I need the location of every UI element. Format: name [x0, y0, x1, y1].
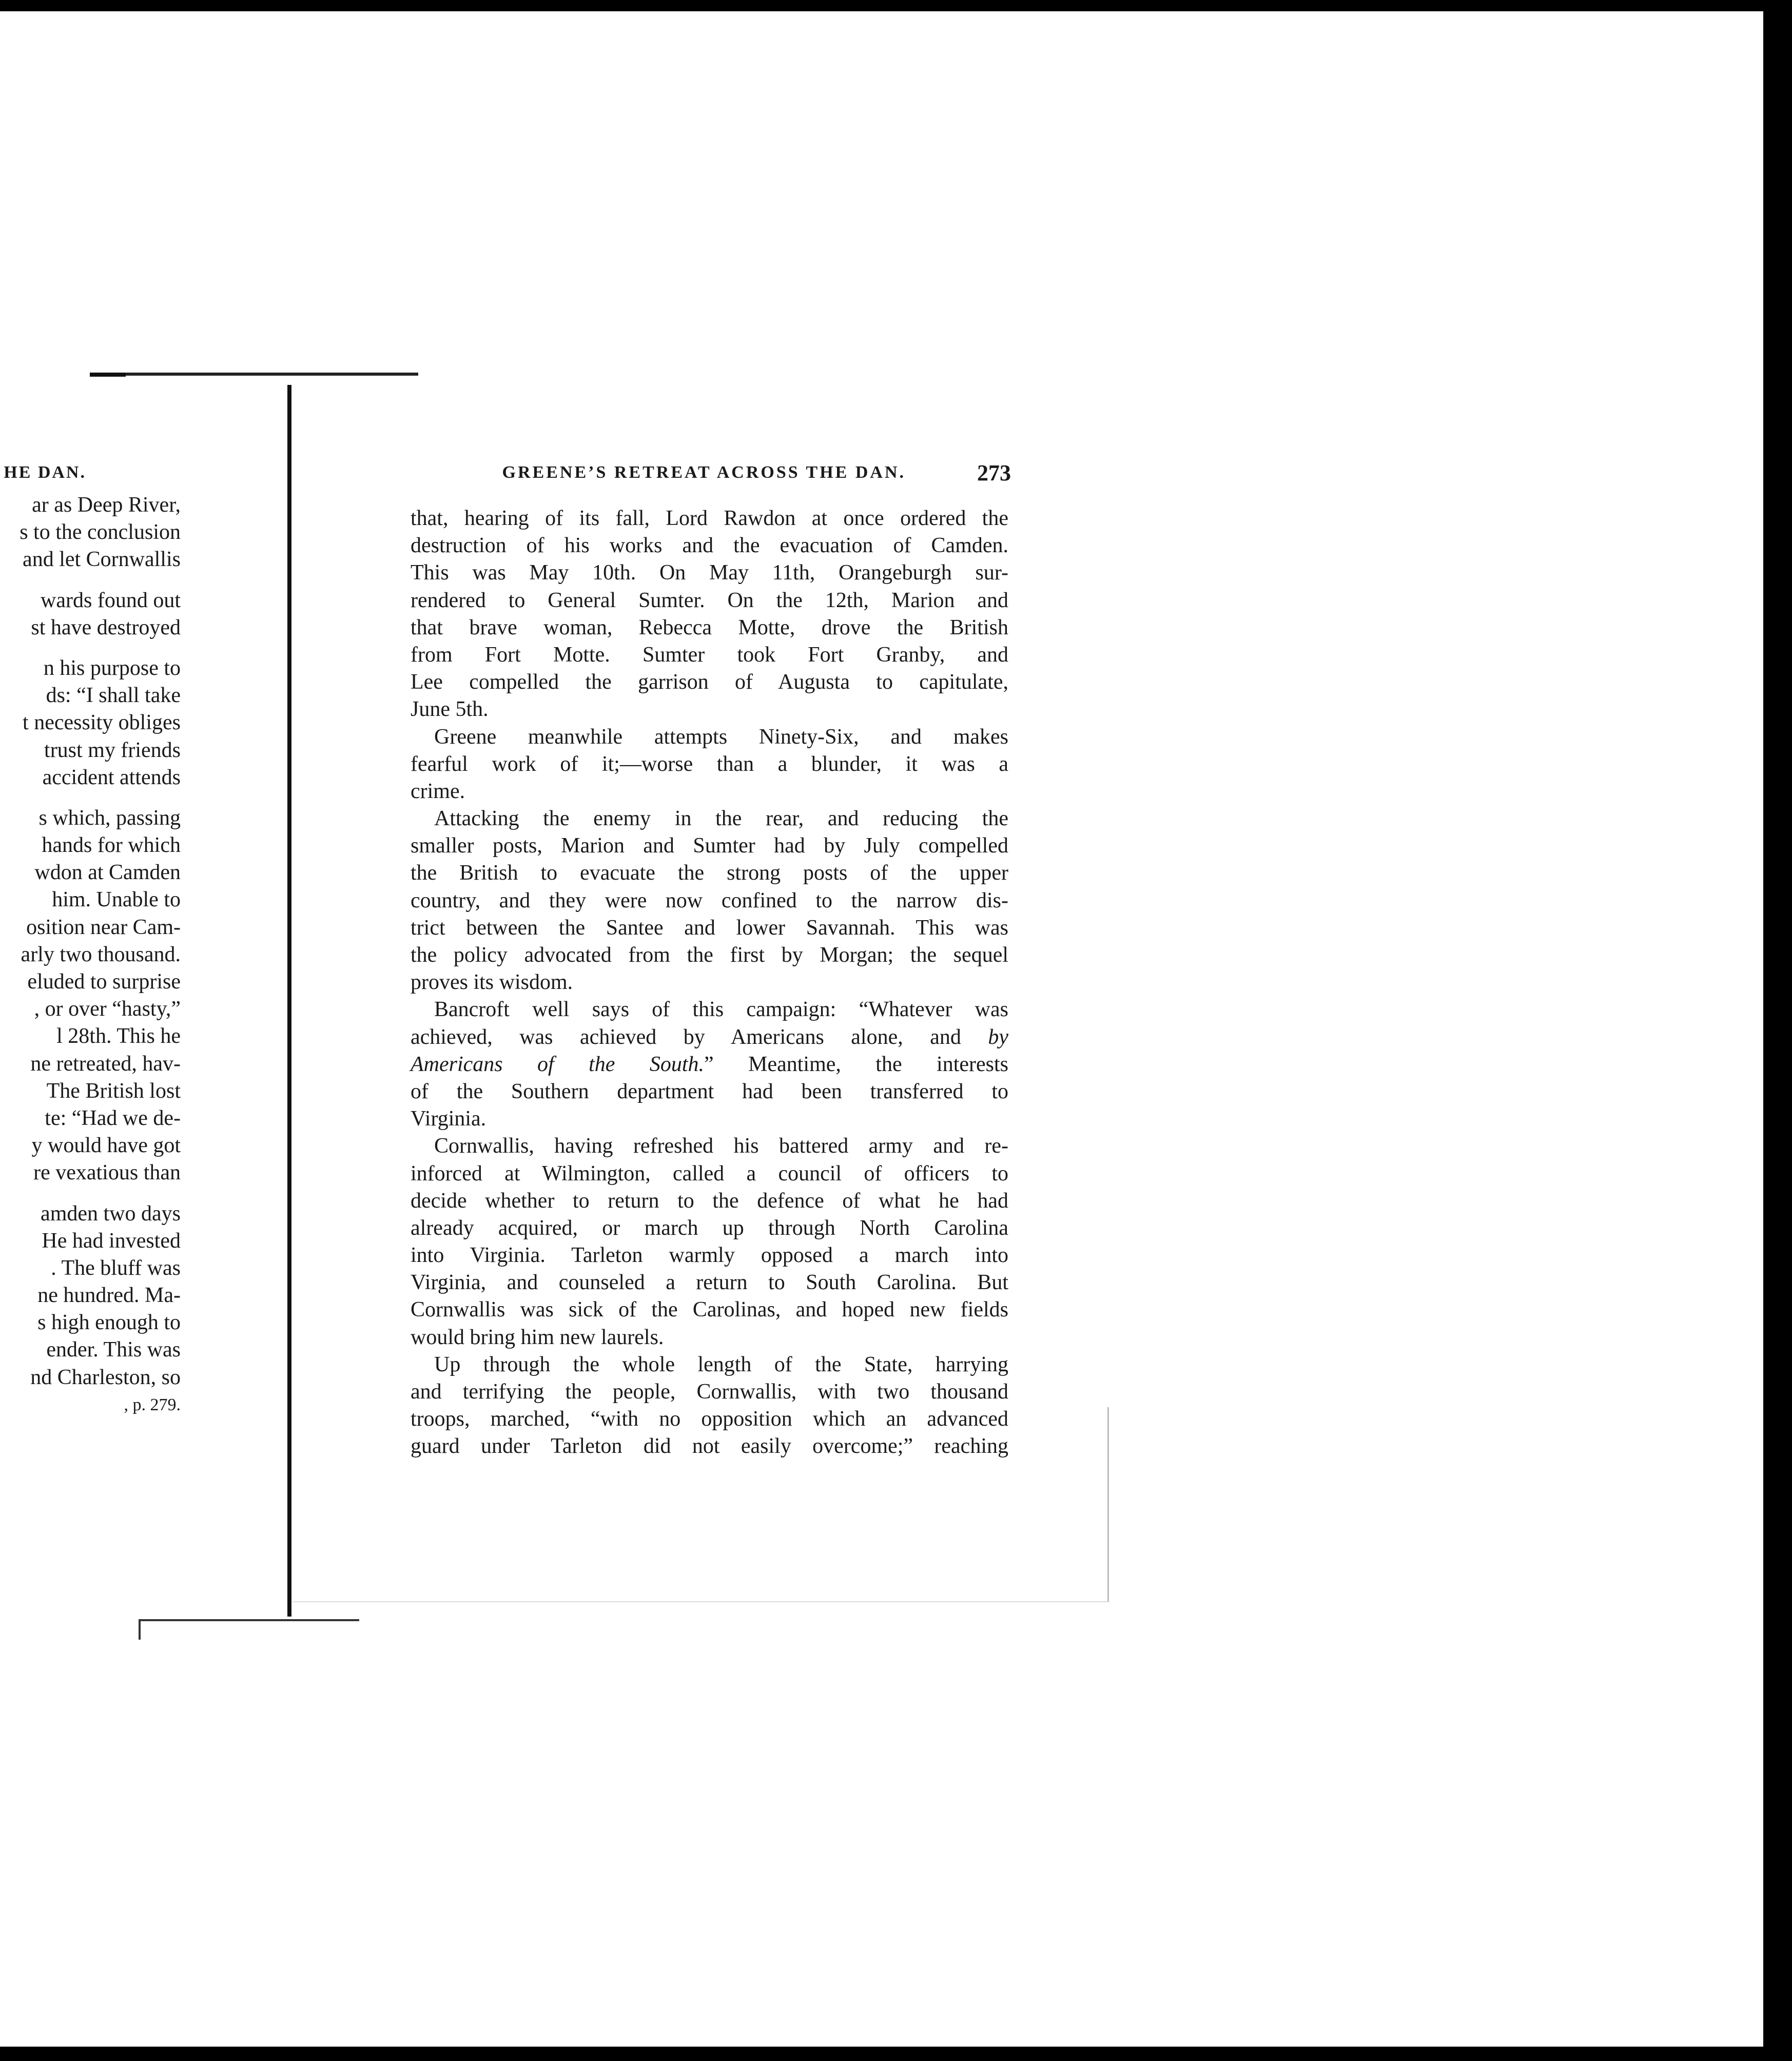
bottom-rule-tick: [139, 1619, 141, 1640]
text-segment: ”: [704, 1052, 714, 1076]
text-line: rendered to General Sumter. On the 12th, Marion and: [411, 588, 1008, 612]
paragraph-gap: [0, 574, 181, 587]
text-line: hands for which: [42, 833, 181, 858]
text-line-mixed: [411, 1024, 1008, 1051]
text-line: and terrifying the people, Cornwallis, with two thousand: [411, 1380, 1008, 1404]
text-line: Virginia.: [411, 1107, 486, 1131]
top-rule: [90, 373, 418, 376]
text-line: Lee compelled the garrison of Augusta to capitulate,: [411, 670, 1008, 694]
text-line: guard under Tarleton did not easily overcome;” reaching: [411, 1434, 1008, 1459]
text-line-mixed: [411, 1051, 1008, 1078]
text-line: smaller posts, Marion and Sumter had by July compelled: [411, 834, 1008, 858]
left-running-head: HE DAN.: [4, 463, 86, 482]
text-line: wards found out: [41, 588, 181, 612]
text-segment: achieved, was achieved by Americans alone, and: [411, 1025, 961, 1049]
text-line: Virginia, and counseled a return to South Carolina. But: [411, 1271, 1008, 1295]
text-line: inforced at Wilmington, called a council of officers to: [411, 1161, 1008, 1185]
text-line: s which, passing: [38, 806, 181, 830]
text-line: te: “Had we de-: [45, 1106, 181, 1130]
text-line: osition near Cam-: [26, 915, 181, 939]
text-line: accident attends: [42, 765, 181, 789]
text-line: ar as Deep River,: [32, 493, 181, 517]
paragraph-gap: [0, 791, 181, 805]
text-line: This was May 10th. On May 11th, Orangeburgh sur-: [411, 561, 1008, 585]
previous-page-fragment: [0, 453, 183, 1500]
text-line: Up through the whole length of the State, harrying: [434, 1352, 1008, 1376]
text-line: the policy advocated from the first by Morgan; the sequel: [411, 943, 1008, 967]
text-line: Bancroft well says of this campaign: “Whatever was: [434, 998, 1008, 1022]
text-line: wdon at Camden: [34, 861, 181, 885]
text-line: trust my friends: [44, 738, 181, 762]
footnote-line: , p. 279.: [124, 1395, 181, 1414]
photo-edge-right: [1107, 1407, 1109, 1602]
scan-border-bottom: [0, 2047, 1792, 2061]
text-line: him. Unable to: [52, 888, 181, 912]
text-line: that brave woman, Rebecca Motte, drove the British: [411, 615, 1008, 639]
text-line: that, hearing of its fall, Lord Rawdon at once ordered the: [411, 507, 1008, 530]
body-text: [411, 505, 1008, 1461]
page-number: 273: [977, 460, 1011, 485]
text-line: eluded to surprise: [27, 970, 181, 994]
text-line: fearful work of it;—worse than a blunder, it was a: [411, 752, 1008, 776]
text-line: s high enough to: [37, 1311, 181, 1335]
text-line: into Virginia. Tarleton warmly opposed a march into: [411, 1243, 1008, 1268]
left-text-column: [0, 492, 181, 1418]
text-line: Attacking the enemy in the rear, and reducing the: [434, 807, 1008, 831]
text-line: Greene meanwhile attempts Ninety-Six, and makes: [434, 725, 1008, 749]
text-line: ds: “I shall take: [46, 684, 181, 708]
text-line: ne retreated, hav-: [30, 1052, 181, 1076]
text-line: would bring him new laurels.: [411, 1325, 664, 1349]
bottom-rule: [139, 1619, 359, 1621]
main-page: [400, 453, 1011, 1479]
italic-segment: by: [988, 1025, 1008, 1049]
text-line: and let Cornwallis: [23, 548, 181, 572]
top-rule-mark: [90, 373, 126, 377]
paragraph-gap: [0, 641, 181, 655]
text-line: , or over “hasty,”: [34, 997, 181, 1021]
photo-edge-bottom: [293, 1601, 1108, 1602]
text-line: amden two days: [41, 1201, 181, 1226]
text-line: nd Charleston, so: [30, 1365, 181, 1389]
text-line: He had invested: [42, 1229, 181, 1253]
text-line: re vexatious than: [33, 1161, 181, 1185]
scan-border-top: [0, 0, 1792, 11]
scan-border-right: [1763, 0, 1792, 2061]
text-line: from Fort Motte. Sumter took Fort Granby, and: [411, 643, 1008, 667]
text-line: . The bluff was: [51, 1256, 181, 1280]
text-line: ne hundred. Ma-: [37, 1284, 181, 1308]
text-line: the British to evacuate the strong posts of the upper: [411, 861, 1008, 885]
text-line: crime.: [411, 779, 465, 803]
text-line: st have destroyed: [31, 615, 181, 639]
text-segment: Meantime, the interests: [748, 1052, 1008, 1076]
paragraph-gap: [0, 1187, 181, 1200]
text-line: trict between the Santee and lower Savannah. This was: [411, 916, 1008, 940]
text-line: of the Southern department had been transferred to: [411, 1079, 1008, 1103]
text-line: June 5th.: [411, 697, 489, 722]
italic-segment: Americans of the South.: [411, 1052, 705, 1076]
text-line: troops, marched, “with no opposition which an advanced: [411, 1407, 1008, 1431]
text-line: s to the conclusion: [20, 520, 181, 545]
text-line: destruction of his works and the evacuation of Camden.: [411, 534, 1008, 558]
binding-gutter-line: [287, 385, 291, 1617]
text-line: l 28th. This he: [56, 1024, 181, 1048]
text-line: already acquired, or march up through North Carolina: [411, 1216, 1008, 1240]
text-line: n his purpose to: [43, 656, 181, 680]
text-line: Cornwallis was sick of the Carolinas, and hoped new fields: [411, 1298, 1008, 1322]
text-line: Cornwallis, having refreshed his battered army and re-: [434, 1134, 1008, 1158]
text-line: arly two thousand.: [21, 942, 181, 966]
text-line: t necessity obliges: [23, 711, 181, 735]
text-line: country, and they were now confined to the narrow dis-: [411, 888, 1008, 912]
page-header: [400, 460, 1011, 489]
text-line: proves its wisdom.: [411, 970, 573, 995]
text-line: The British lost: [46, 1079, 181, 1103]
text-line: ender. This was: [46, 1338, 181, 1362]
running-head: GREENE’S RETREAT ACROSS THE DAN.: [502, 463, 906, 482]
scanned-sheet: [0, 11, 1763, 2047]
text-line: decide whether to return to the defence of what he had: [411, 1189, 1008, 1213]
text-line: y would have got: [31, 1134, 181, 1158]
